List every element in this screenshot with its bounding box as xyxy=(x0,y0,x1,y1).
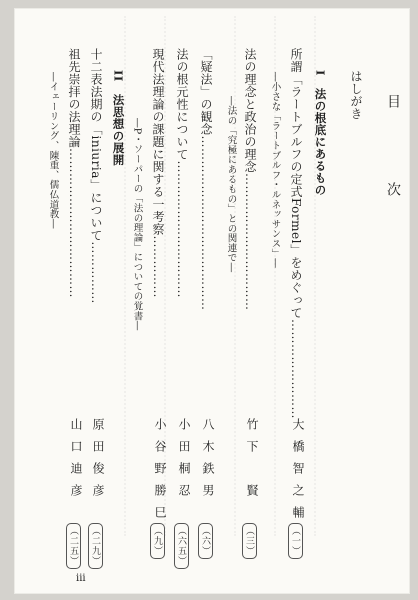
toc-entry-title[interactable]: 現代法理論の課題に関する一考察…………… xyxy=(151,48,165,298)
toc-entry-subtitle: ―P・ソーパーの「法の理論」についての覚書― xyxy=(131,118,143,331)
toc-entry-author: 八木鉄男 xyxy=(201,418,215,506)
toc-entry-author: 竹下 賢 xyxy=(245,418,259,506)
toc-entry-title[interactable]: 所謂「ラートブルフの定式Formel」をめぐって…………………… xyxy=(289,48,303,419)
toc-entry-title[interactable]: 法の理念と政治の理念…………………………… xyxy=(243,48,257,311)
toc-entry-author: 原田俊彦 xyxy=(91,418,105,506)
toc-entry-author: 小田桐忍 xyxy=(177,418,191,506)
toc-entry-page[interactable]: （二九） xyxy=(88,523,103,569)
book-page xyxy=(14,8,410,594)
toc-entry-page[interactable]: （九） xyxy=(150,523,165,559)
section-heading-1: I 法の根底にあるもの xyxy=(313,70,328,196)
toc-entry-title[interactable]: 祖先崇拝の法理論……………………………… xyxy=(67,48,81,298)
toc-entry-title[interactable]: 法の根元性について…………………………… xyxy=(175,48,189,298)
page-folio: iii xyxy=(76,573,86,584)
toc-entry-author: 山口迪彦 xyxy=(69,418,83,506)
preface-link[interactable]: はしがき xyxy=(349,70,363,120)
toc-entry-page[interactable]: （二五） xyxy=(66,523,81,569)
toc-entry-title[interactable]: 「疑法」の観念…………………………………… xyxy=(199,48,213,311)
toc-entry-page[interactable]: （一） xyxy=(288,523,303,559)
toc-entry-author: 小谷野勝巳 xyxy=(153,418,167,528)
toc-entry-subtitle: ―イェーリング、陳重、儒仏道教― xyxy=(47,72,59,229)
toc-entry-subtitle: ―法の「究極にあるもの」との関連で― xyxy=(225,96,237,273)
section-heading-2: II 法思想の展開 xyxy=(111,70,126,166)
toc-entry-page[interactable]: （六五） xyxy=(174,523,189,569)
toc-entry-subtitle: ―小さな「ラートブルフ・ルネッサンス」― xyxy=(269,72,281,268)
toc-entry-title[interactable]: 十二表法期の「iniuria」について…………… xyxy=(89,48,103,304)
page-title: 目 次 xyxy=(385,94,401,226)
toc-entry-author: 大橋智之輔 xyxy=(291,418,305,528)
toc-entry-page[interactable]: （六） xyxy=(198,523,213,559)
toc-entry-page[interactable]: （三） xyxy=(242,523,257,559)
